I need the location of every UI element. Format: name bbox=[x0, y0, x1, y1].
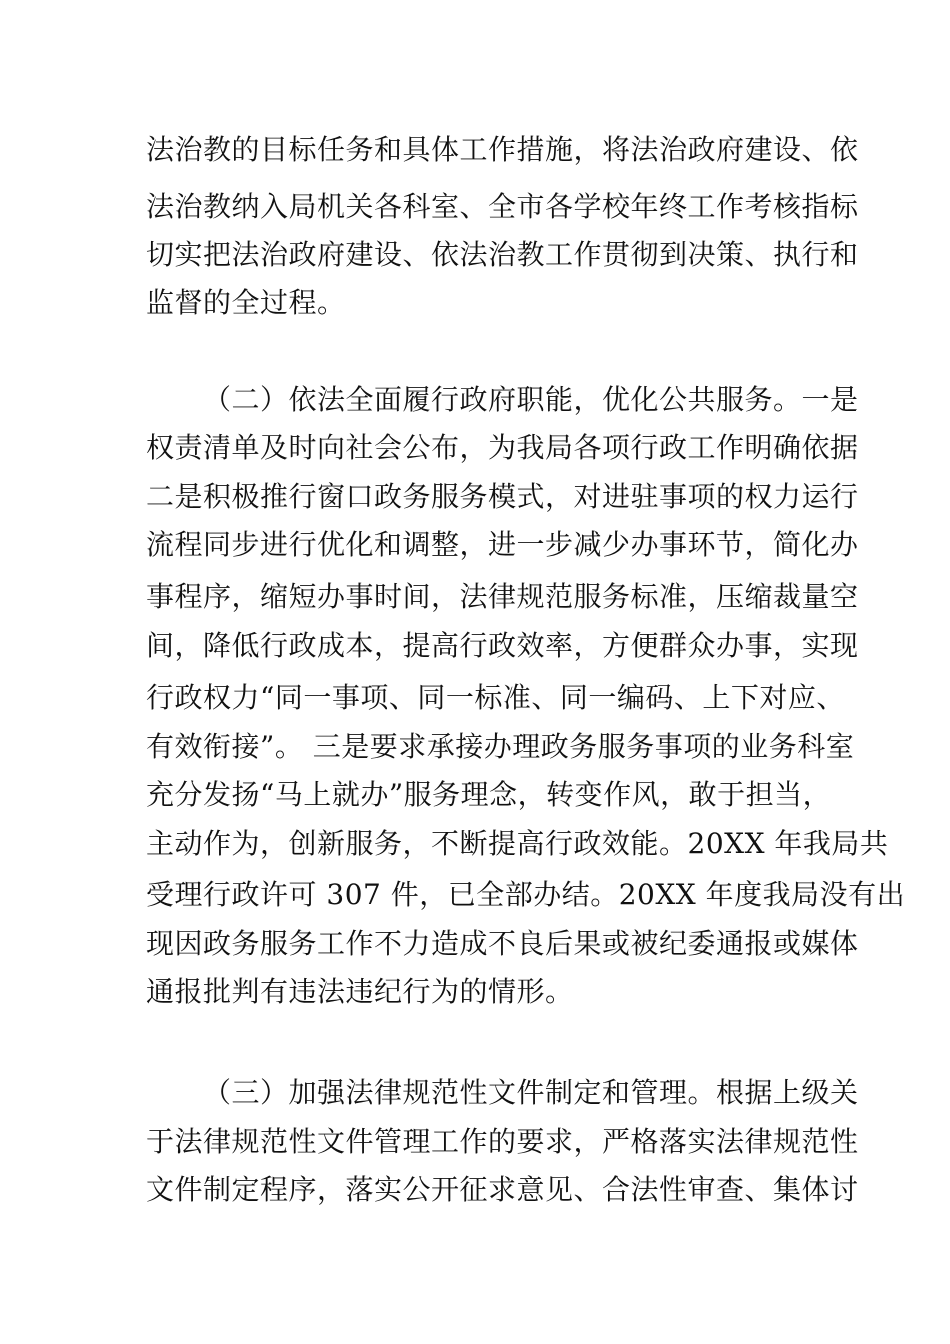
text-line: 文件制定程序，落实公开征求意见、合法性审查、集体讨 bbox=[146, 1173, 859, 1206]
text-line: 法治教纳入局机关各科室、全市各学校年终工作考核指标 bbox=[146, 190, 859, 223]
text-line: 于法律规范性文件管理工作的要求，严格落实法律规范性 bbox=[146, 1125, 859, 1158]
text-line: 权责清单及时向社会公布，为我局各项行政工作明确依据 bbox=[146, 431, 859, 464]
text-line: 充分发扬“马上就办”服务理念，转变作风，敢于担当， bbox=[146, 778, 832, 811]
text-line: 流程同步进行优化和调整，进一步减少办事环节，简化办 bbox=[146, 528, 859, 561]
text-line: 现因政务服务工作不力造成不良后果或被纪委通报或媒体 bbox=[146, 927, 859, 960]
text-line: 二是积极推行窗口政务服务模式，对进驻事项的权力运行 bbox=[146, 480, 859, 513]
text-line: 行政权力“同一事项、同一标准、同一编码、上下对应、 bbox=[146, 681, 845, 714]
text-line: 切实把法治政府建设、依法治教工作贯彻到决策、执行和 bbox=[146, 238, 859, 271]
text-line: 主动作为，创新服务，不断提高行政效能。20XX 年我局共 bbox=[146, 827, 889, 860]
paragraph-first-line: （二）依法全面履行政府职能，优化公共服务。一是 bbox=[203, 383, 859, 416]
paragraph-first-line: （三）加强法律规范性文件制定和管理。根据上级关 bbox=[203, 1076, 859, 1109]
text-line: 受理行政许可 307 件，已全部办结。20XX 年度我局没有出 bbox=[146, 878, 906, 911]
text-line: 间，降低行政成本，提高行政效率，方便群众办事，实现 bbox=[146, 629, 859, 662]
text-line: 事程序，缩短办事时间，法律规范服务标准，压缩裁量空 bbox=[146, 580, 859, 613]
text-line: 通报批判有违法违纪行为的情形。 bbox=[146, 975, 574, 1008]
text-line: 监督的全过程。 bbox=[146, 286, 346, 319]
text-line: 有效衔接”。 三是要求承接办理政务服务事项的业务科室 bbox=[146, 730, 855, 763]
text-line: 法治教的目标任务和具体工作措施，将法治政府建设、依 bbox=[146, 133, 859, 166]
